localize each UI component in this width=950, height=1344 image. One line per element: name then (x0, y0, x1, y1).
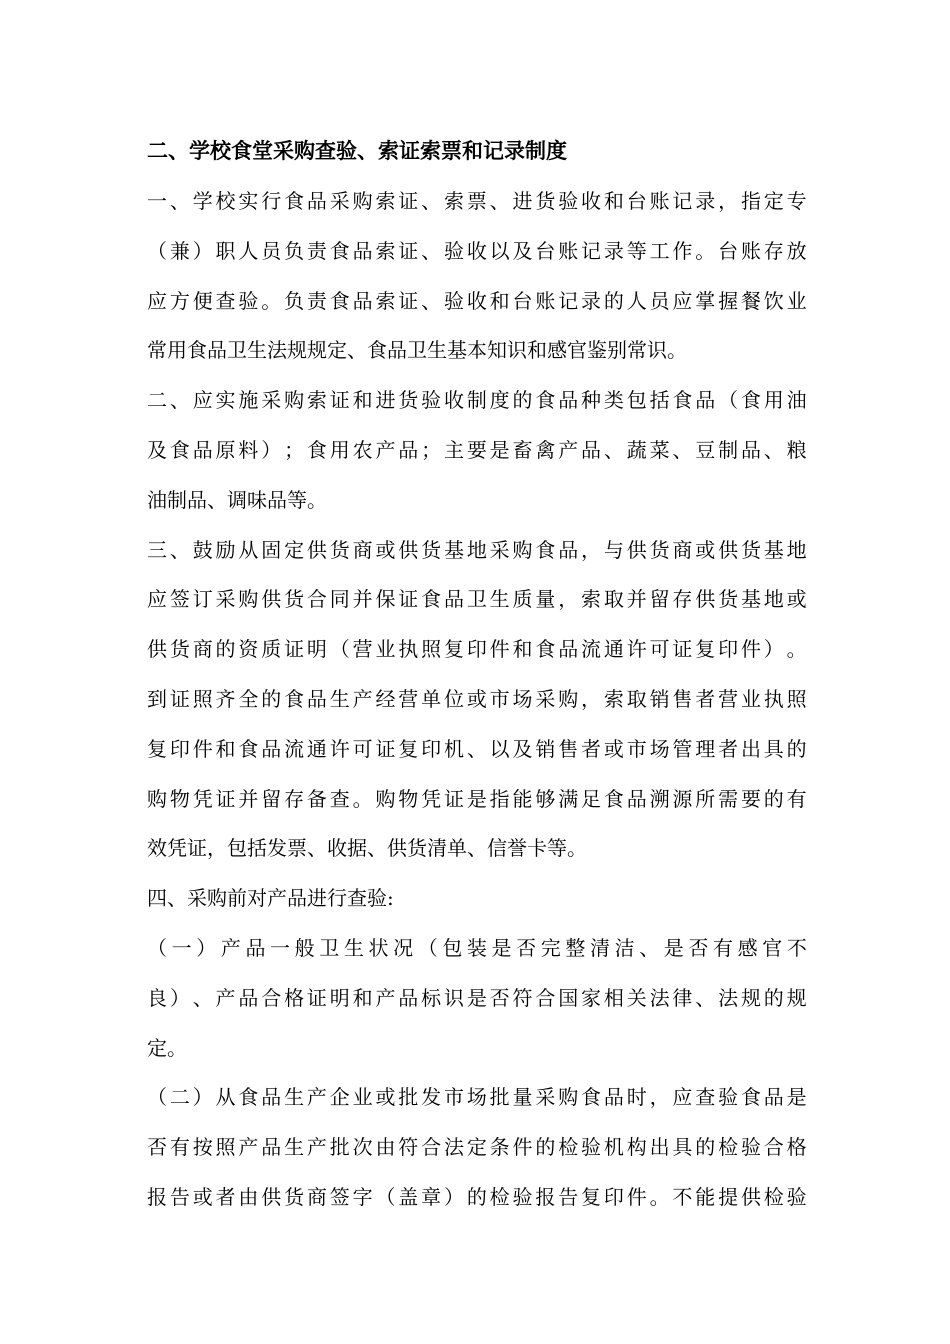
body-line: 及 食 品 原 料 ） ； 食 用 农 产 品 ； 主 要 是 畜 禽 产 品 、 蔬 菜 、 豆 制 品 、 粮 (147, 438, 807, 462)
body-line: 到 证 照 齐 全 的 食 品 生 产 经 营 单 位 或 市 场 采 购 ， 索 取 销 售 者 营 业 执 照 (147, 687, 807, 711)
body-line: 一 、 学 校 实 行 食 品 采 购 索 证 、 索 票 、 进 货 验 收 和 台 账 记 录 ， 指 定 专 (147, 189, 807, 213)
body-line: 定。 (147, 1035, 187, 1060)
body-line: 应 方 便 查 验 。 负 责 食 品 索 证 、 验 收 和 台 账 记 录 的 人 员 应 掌 握 餐 饮 业 (147, 288, 807, 313)
body-line: （ 一 ） 产 品 一 般 卫 生 状 况 （ 包 装 是 否 完 整 清 洁 、 是 否 有 感 官 不 (147, 936, 807, 960)
body-line: 三 、 鼓 励 从 固 定 供 货 商 或 供 货 基 地 采 购 食 品 ， 与 供 货 商 或 供 货 基 地 (147, 537, 807, 562)
body-line: 二 、 应 实 施 采 购 索 证 和 进 货 验 收 制 度 的 食 品 种 类 包 括 食 品 （ 食 用 油 (147, 388, 807, 413)
body-line: 否 有 按 照 产 品 生 产 批 次 由 符 合 法 定 条 件 的 检 验 机 构 出 具 的 检 验 合 格 (147, 1135, 807, 1160)
body-line: （ 兼 ） 职 人 员 负 责 食 品 索 证 、 验 收 以 及 台 账 记 录 等 工 作 。 台 账 存 放 (147, 238, 807, 263)
body-line: 良 ） 、 产 品 合 格 证 明 和 产 品 标 识 是 否 符 合 国 家 相 关 法 律 、 法 规 的 规 (147, 985, 807, 1010)
body-line: 报 告 或 者 由 供 货 商 签 字 （ 盖 章 ） 的 检 验 报 告 复 印 件 。 不 能 提 供 检 验 (147, 1185, 807, 1209)
body-line: 常用食品卫生法规规定、食品卫生基本知识和感官鉴别常识。 (147, 338, 687, 363)
body-line: 购 物 凭 证 并 留 存 备 查 。 购 物 凭 证 是 指 能 够 满 足 食 品 溯 源 所 需 要 的 有 (147, 786, 807, 811)
body-line: （ 二 ） 从 食 品 生 产 企 业 或 批 发 市 场 批 量 采 购 食 品 时 ， 应 查 验 食 品 是 (147, 1085, 807, 1110)
body-line: 复 印 件 和 食 品 流 通 许 可 证 复 印 机 、 以 及 销 售 者 或 市 场 管 理 者 出 具 的 (147, 736, 807, 761)
body-line: 四、采购前对产品进行查验: (147, 886, 394, 911)
body-line: 效凭证，包括发票、收据、供货清单、信誉卡等。 (147, 836, 587, 861)
section-title: 二、学校食堂采购查验、索证索票和记录制度 (147, 138, 567, 163)
body-line: 油制品、调味品等。 (147, 487, 327, 512)
body-line: 供 货 商 的 资 质 证 明 （ 营 业 执 照 复 印 件 和 食 品 流 通 许 可 证 复 印 件 ） 。 (147, 637, 807, 662)
body-line: 应 签 订 采 购 供 货 合 同 并 保 证 食 品 卫 生 质 量 ， 索 取 并 留 存 供 货 基 地 或 (147, 587, 807, 612)
